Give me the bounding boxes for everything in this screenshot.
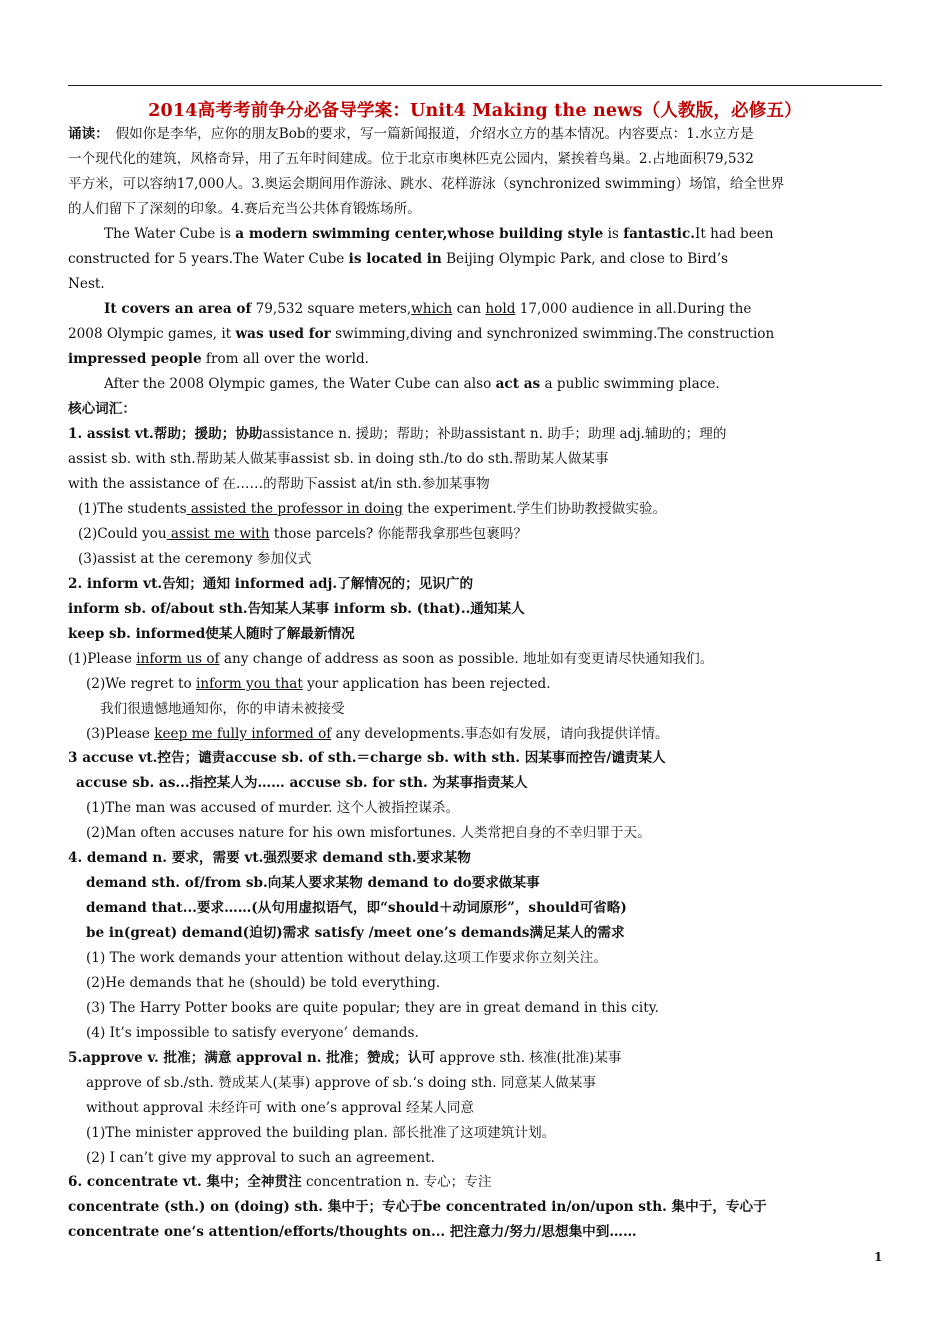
vocab-1-example-3: (3)assist at the ceremony 参加仪式 xyxy=(78,551,312,567)
vocab-3-line-2: accuse sb. as...指控某人为…… accuse sb. for sth. 为某事指责某人 xyxy=(76,775,528,791)
vocab-2-example-2: (2)We regret to inform you that your application has been rejected. xyxy=(86,676,551,692)
vocab-6-line-3: concentrate one‘s attention/efforts/thoughts on... 把注意力/努力/思想集中到…… xyxy=(68,1224,637,1240)
vocab-5-head: 5.approve v. 批准；满意 approval n. 批准；赞成；认可 approve sth. 核准(批准)某事 xyxy=(68,1050,622,1066)
vocab-2-example-2-translation: 我们很遗憾地通知你，你的申请未被接受 xyxy=(100,701,345,717)
recite-label: 诵读： xyxy=(68,126,102,142)
vocab-4-head: 4. demand n. 要求，需要 vt.强烈要求 demand sth.要求某物 xyxy=(68,850,471,866)
vocab-5-example-2: (2) I can’t give my approval to such an agreement. xyxy=(86,1150,435,1166)
vocab-3-head: 3 accuse vt.控告；谴责accuse sb. of sth.＝charge sb. with sth. 因某事而控告/谴责某人 xyxy=(68,750,666,766)
vocab-2-line-3: keep sb. informed使某人随时了解最新情况 xyxy=(68,626,355,642)
essay-line-6: impressed people from all over the world. xyxy=(68,351,369,367)
vocab-1-head: 1. assist vt.帮助；援助；协助assistance n. 援助；帮助；补助assistant n. 助手；助理 adj.辅助的；理的 xyxy=(68,426,727,442)
essay-line-2: constructed for 5 years.The Water Cube is located in Beijing Olympic Park, and close to Bird’s xyxy=(68,251,729,267)
essay-line-5: 2008 Olympic games, it was used for swimming,diving and synchronized swimming.The construction xyxy=(68,326,775,342)
essay-line-7: After the 2008 Olympic games, the Water Cube can also act as a public swimming place. xyxy=(104,376,720,392)
recite-line-2: 一个现代化的建筑，风格奇异，用了五年时间建成。位于北京市奥林匹克公园内，紧挨着鸟巢。2.占地面积79,532 xyxy=(68,151,754,167)
vocab-2-line-2: inform sb. of/about sth.告知某人某事 inform sb. (that)..通知某人 xyxy=(68,601,525,617)
essay-line-3: Nest. xyxy=(68,276,105,292)
vocab-4-line-2: demand sth. of/from sb.向某人要求某物 demand to do要求做某事 xyxy=(86,875,540,891)
vocab-2-example-3: (3)Please keep me fully informed of any developments.事态如有发展，请向我提供详情。 xyxy=(86,726,669,742)
vocab-4-example-4: (4) It’s impossible to satisfy everyone’ demands. xyxy=(86,1025,419,1041)
vocab-4-example-3: (3) The Harry Potter books are quite popular; they are in great demand in this city. xyxy=(86,1000,659,1016)
vocab-4-example-2: (2)He demands that he (should) be told everything. xyxy=(86,975,441,991)
vocab-6-head: 6. concentrate vt. 集中；全神贯注 concentration n. 专心；专注 xyxy=(68,1174,492,1190)
essay-line-1: The Water Cube is a modern swimming center,whose building style is fantastic.It had been xyxy=(104,226,774,242)
vocab-4-example-1: (1) The work demands your attention without delay.这项工作要求你立刻关注。 xyxy=(86,950,607,966)
recite-line-1: 诵读： 假如你是李华，应你的朋友Bob的要求，写一篇新闻报道，介绍水立方的基本情况。内容要点：1.水立方是 xyxy=(68,126,754,142)
page-title: 2014高考考前争分必备导学案：Unit4 Making the news（人教版，必修五） xyxy=(148,101,802,121)
vocab-1-line-3: with the assistance of 在……的帮助下assist at/in sth.参加某事物 xyxy=(68,476,490,492)
vocab-4-line-3: demand that...要求……(从句用虚拟语气，即“should＋动词原形”，should可省略) xyxy=(86,900,627,916)
page-number: 1 xyxy=(874,1250,883,1264)
vocab-3-example-1: (1)The man was accused of murder. 这个人被指控谋杀。 xyxy=(86,800,460,816)
vocab-1-line-2: assist sb. with sth.帮助某人做某事assist sb. in doing sth./to do sth.帮助某人做某事 xyxy=(68,451,609,467)
vocab-5-line-2: approve of sb./sth. 赞成某人(某事) approve of sb.‘s doing sth. 同意某人做某事 xyxy=(86,1075,597,1091)
vocab-5-example-1: (1)The minister approved the building plan. 部长批准了这项建筑计划。 xyxy=(86,1125,556,1141)
recite-line-3: 平方米，可以容纳17,000人。3.奥运会期间用作游泳、跳水、花样游泳（synchronized swimming）场馆，给全世界 xyxy=(68,176,785,192)
vocab-4-line-4: be in(great) demand(迫切)需求 satisfy /meet one’s demands满足某人的需求 xyxy=(86,925,625,941)
vocab-1-example-2: (2)Could you assist me with those parcels? 你能帮我拿那些包裹吗？ xyxy=(78,526,528,542)
vocab-2-head: 2. inform vt.告知；通知 informed adj.了解情况的；见识广的 xyxy=(68,576,474,592)
vocab-5-line-3: without approval 未经许可 with one’s approval 经某人同意 xyxy=(86,1100,474,1116)
vocab-2-example-1: (1)Please inform us of any change of address as soon as possible. 地址如有变更请尽快通知我们。 xyxy=(68,651,714,667)
vocab-label: 核心词汇： xyxy=(68,401,136,417)
vocab-6-line-2: concentrate (sth.) on (doing) sth. 集中于；专心于be concentrated in/on/upon sth. 集中于，专心于 xyxy=(68,1199,767,1215)
vocab-1-example-1: (1)The students assisted the professor in doing the experiment.学生们协助教授做实验。 xyxy=(78,501,667,517)
recite-line-4: 的人们留下了深刻的印象。4.赛后充当公共体育锻炼场所。 xyxy=(68,201,421,217)
header-rule xyxy=(68,85,882,86)
essay-line-4: It covers an area of 79,532 square meters,which can hold 17,000 audience in all.During the xyxy=(104,301,752,317)
vocab-3-example-2: (2)Man often accuses nature for his own misfortunes. 人类常把自身的不幸归罪于天。 xyxy=(86,825,651,841)
